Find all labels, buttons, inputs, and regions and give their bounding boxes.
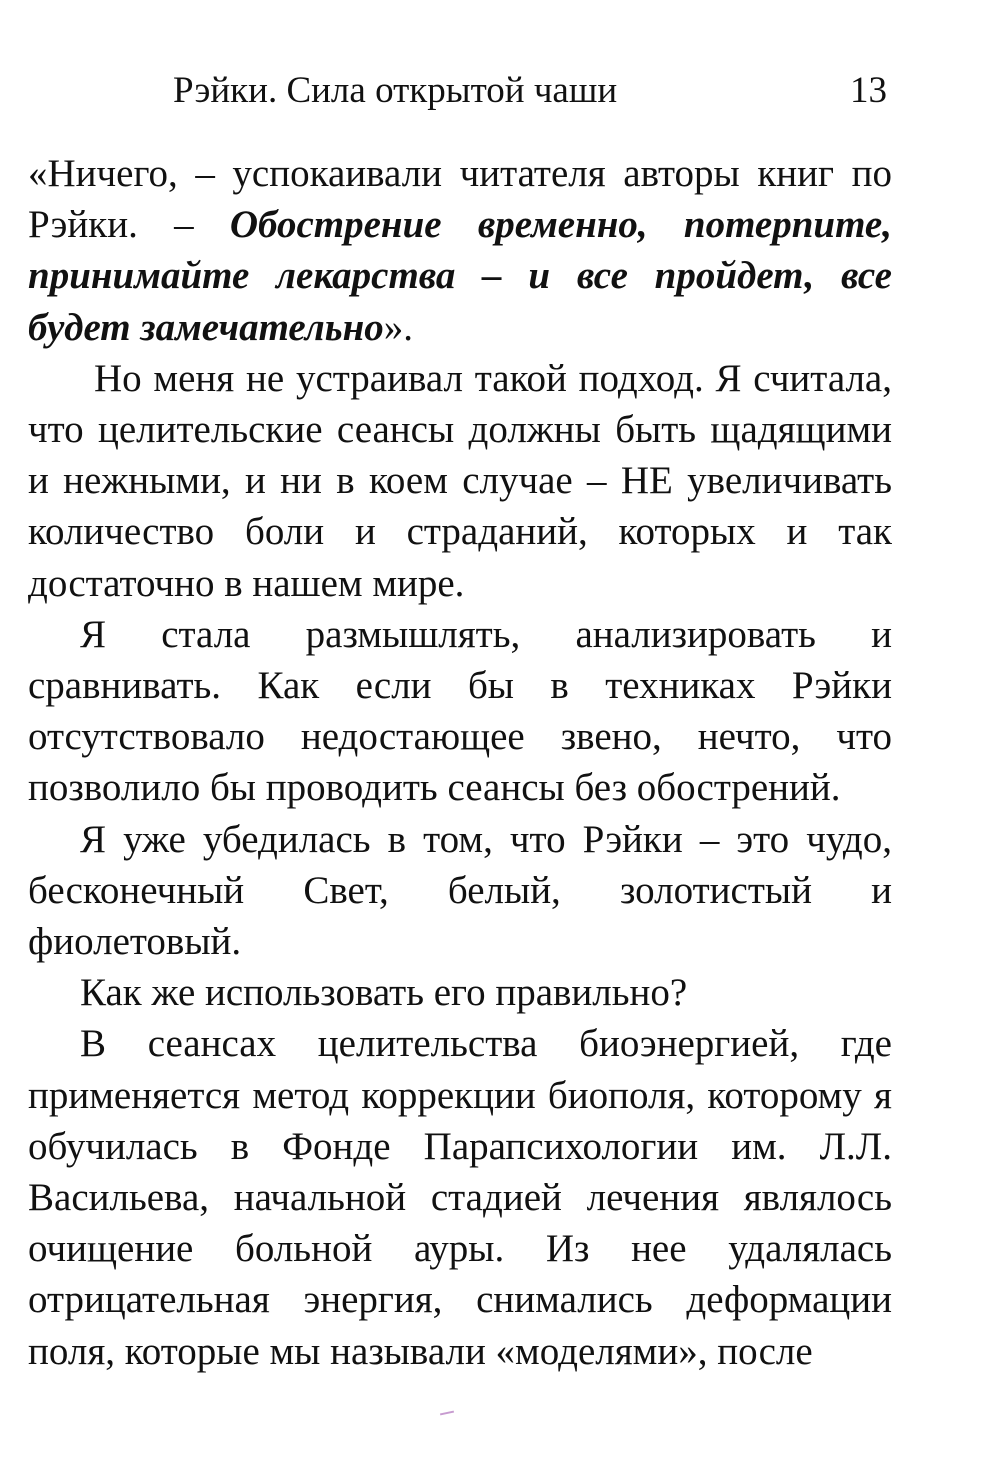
paragraph: Я уже убедилась в том, что Рэйки – это чудо, бесконечный Свет, белый, золотистый и фиолетовый.	[28, 817, 892, 964]
body-text	[28, 148, 892, 1377]
running-header	[0, 66, 1000, 116]
paragraph: В сеансах целительства биоэнергией, где применяется метод коррекции биополя, которому я обучилась в Фонде Парапсихологии им. Л.Л. Васильева, начальной стадией лечения являлось очищение больной ауры. Из нее удалялась отрицательная энергия, снимались деформации поля, которые мы называли «моделями», после	[28, 1022, 892, 1373]
paragraph-quote	[28, 148, 892, 353]
quote-emphasis: Обострение временно, потерпите, принимайте лекарства – и все пройдет, все будет замечательно	[28, 203, 892, 349]
paragraph: Я стала размышлять, анализировать и сравнивать. Как если бы в техниках Рэйки отсутствовало недостающее звено, нечто, что позволило бы проводить сеансы без обострений.	[28, 612, 892, 810]
quote-lead: «Ничего, – успокаивали читателя авторы книг по Рэйки. –	[28, 152, 892, 247]
running-title: Рэйки. Сила открытой чаши	[173, 70, 618, 111]
stray-ink-mark	[440, 1411, 454, 1416]
page-number: 13	[850, 70, 887, 111]
paragraph: Но меня не устраивал такой подход. Я считала, что целительские сеансы должны быть щадящими и нежными, и ни в коем случае – НЕ увеличивать количество боли и страданий, которых и так достаточно в нашем мире.	[28, 356, 892, 605]
paragraph: Как же использовать его правильно?	[80, 971, 688, 1015]
quote-tail: ».	[383, 305, 413, 349]
